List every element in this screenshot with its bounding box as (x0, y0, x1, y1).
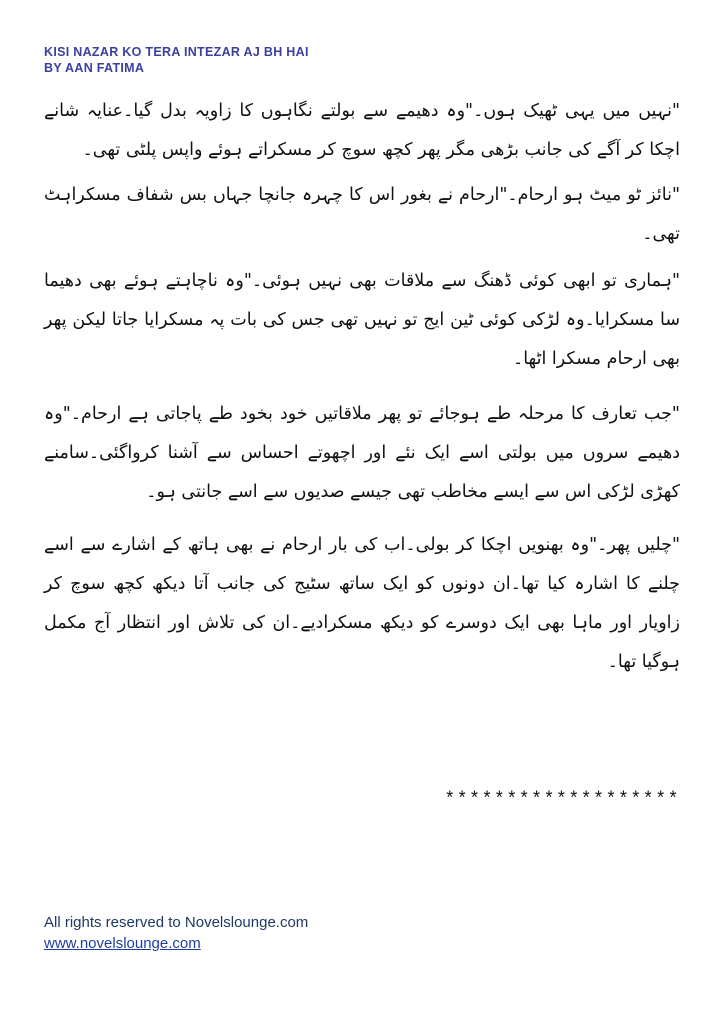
section-separator: ******************* (444, 790, 680, 810)
paragraph: "نائز ٹو میٹ ہو ارحام۔"ارحام نے بغور اس کا چہرہ جانچا جہاں بس شفاف مسکراہٹ تھی۔ (44, 185, 680, 244)
footer (44, 912, 308, 954)
rights-notice: All rights reserved to Novelslounge.com (44, 914, 309, 931)
paragraph: "ہماری تو ابھی کوئی ڈھنگ سے ملاقات بھی نہیں ہوئی۔"وہ ناچاہتے ہوئے بھی دھیما سا مسکرایا۔وہ لڑکی کوئی ٹین ایج تو نہیں تھی جس کی بات پہ مسکرایا جاتا لیکن پھر بھی ارحام مسکرا اٹھا۔ (44, 271, 680, 369)
website-link[interactable]: www.novelslounge.com (44, 935, 201, 952)
story-body (44, 92, 680, 682)
paragraph: "جب تعارف کا مرحلہ طے ہوجائے تو پھر ملاقاتیں خود بخود طے پاجاتی ہے ارحام۔"وہ دھیمے سروں میں بولتی اسے ایک نئے اور اچھوتے احساس سے آشنا کرواگئی۔سامنے کھڑی لڑکی اس سے ایسے مخاطب تھی جیسے صدیوں سے اسے جانتی ہو۔ (44, 404, 680, 502)
paragraph: "نہیں میں یہی ٹھیک ہوں۔"وہ دھیمے سے بولتے نگاہوں کا زاویہ بدل گیا۔عنایہ شانے اچکا کر آگے کی جانب بڑھی مگر پھر کچھ سوچ کر مسکراتے ہوئے واپس پلٹی تھی۔ (44, 101, 680, 160)
author-line: BY AAN FATIMA (44, 61, 145, 75)
document-header (44, 44, 309, 76)
paragraph: "چلیں پھر۔"وہ بھنویں اچکا کر بولی۔اب کی بار ارحام نے بھی ہاتھ کے اشارے سے اسے چلنے کا اشارہ کیا تھا۔ان دونوں کو ایک ساتھ سٹیج کی جانب آتا دیکھ کچھ سوچ کر زاویار اور ماہا بھی ایک دوسرے کو دیکھ مسکرادیے۔ان کی تلاش اور انتظار آج مکمل ہوگیا تھا۔ (44, 535, 680, 672)
novel-title: KISI NAZAR KO TERA INTEZAR AJ BH HAI (44, 45, 309, 59)
